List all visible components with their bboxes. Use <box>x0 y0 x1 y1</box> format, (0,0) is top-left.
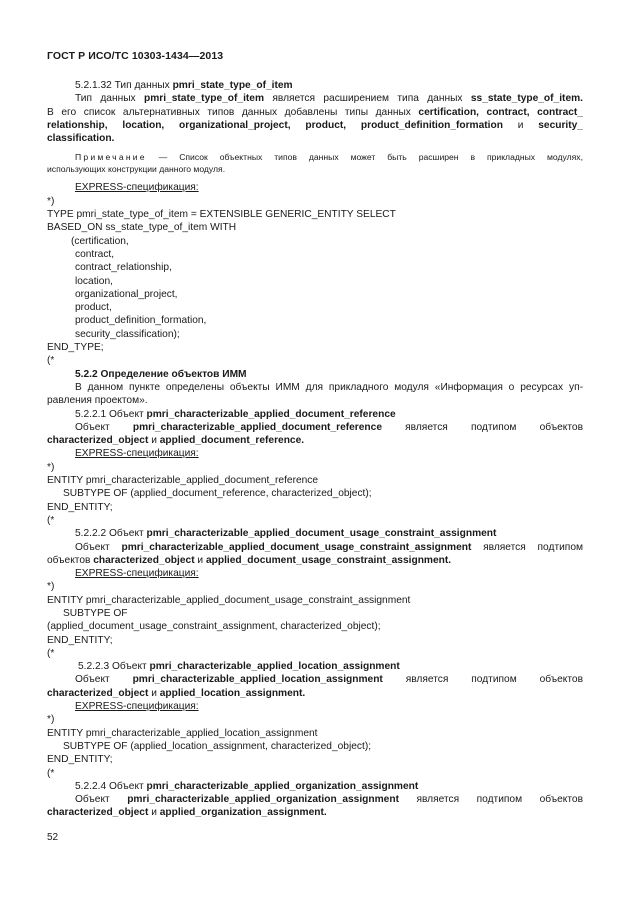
paragraph-line <box>47 434 583 447</box>
code-line: END_ENTITY; <box>47 634 113 646</box>
code-line: security_classification); <box>75 328 180 340</box>
text: Тип данных <box>75 93 144 105</box>
code-line: (* <box>47 355 55 367</box>
note-text: — Список объектных типов данных может быть расширен в прикладных модулях, <box>146 152 583 163</box>
heading-number: 5.2.1.32 Тип данных <box>75 80 173 91</box>
code-line: ENTITY pmri_characterizable_applied_location_assignment <box>47 727 318 739</box>
code-line: END_ENTITY; <box>47 501 113 513</box>
entity-heading <box>47 408 583 421</box>
paragraph-line: равления проектом». <box>47 395 148 407</box>
note-label: Примечание <box>75 152 147 163</box>
paragraph-line: classification. <box>47 133 115 145</box>
heading-name: pmri_state_type_of_item <box>172 80 293 91</box>
term: security_ <box>538 119 583 131</box>
term: applied_document_usage_constraint_assignment. <box>205 554 452 566</box>
code-line: (* <box>47 767 55 779</box>
entity-heading <box>47 527 583 540</box>
entity-heading <box>47 780 583 793</box>
text: является подтипом объектов <box>398 794 583 806</box>
text: и <box>148 807 160 819</box>
term: relationship, location, organizational_project, product, product_definition_formation <box>47 119 503 131</box>
heading-number: 5.2.2.1 Объект <box>75 408 147 420</box>
express-spec-label: EXPRESS-спецификация: <box>75 182 199 194</box>
text: Объект <box>75 421 133 433</box>
term: ss_state_type_of_item. <box>470 93 583 105</box>
text: и <box>148 687 160 699</box>
paragraph-line <box>47 106 583 119</box>
term: applied_document_reference. <box>159 435 305 447</box>
code-line: *) <box>47 714 55 726</box>
code-line: (certification, <box>71 235 129 247</box>
paragraph-line <box>47 92 583 105</box>
term: applied_organization_assignment. <box>159 807 327 819</box>
code-line: SUBTYPE OF (applied_location_assignment, characterized_object); <box>63 740 372 752</box>
section-heading <box>47 79 583 92</box>
code-line: product, <box>75 302 112 314</box>
express-spec-label: EXPRESS-спецификация: <box>75 448 199 460</box>
page-header: ГОСТ Р ИСО/ТС 10303-1434—2013 <box>47 50 224 62</box>
heading-name: pmri_characterizable_applied_location_assignment <box>149 661 400 673</box>
code-line: (* <box>47 514 55 526</box>
paragraph-line <box>47 554 583 567</box>
term: pmri_characterizable_applied_document_usage_constraint_assignment <box>121 541 472 553</box>
term: characterized_object <box>93 554 195 566</box>
text: является расширением типа данных <box>264 93 471 105</box>
section-heading: 5.2.2 Определение объектов ИММ <box>75 368 247 380</box>
term: pmri_characterizable_applied_organization_assignment <box>127 794 399 806</box>
code-line: SUBTYPE OF <box>63 607 128 619</box>
code-line: contract, <box>75 248 115 260</box>
entity-heading <box>47 660 583 673</box>
code-line: (applied_document_usage_constraint_assignment, characterized_object); <box>47 621 381 633</box>
page-number: 52 <box>47 832 59 843</box>
code-line: SUBTYPE OF (applied_document_reference, characterized_object); <box>63 488 372 500</box>
text: Объект <box>75 541 122 553</box>
code-line: *) <box>47 195 55 207</box>
heading-name: pmri_characterizable_applied_document_usage_constraint_assignment <box>146 528 497 540</box>
paragraph-line <box>47 687 583 700</box>
heading-number: 5.2.2.3 Объект <box>78 661 150 673</box>
code-line: BASED_ON ss_state_type_of_item WITH <box>47 222 237 234</box>
text: Объект <box>75 794 128 806</box>
paragraph-line <box>47 421 583 434</box>
text: и <box>194 554 206 566</box>
code-line: organizational_project, <box>75 288 178 300</box>
term: characterized_object <box>47 435 149 447</box>
code-line: (* <box>47 647 55 659</box>
heading-name: pmri_characterizable_applied_document_reference <box>146 408 396 420</box>
code-line: END_TYPE; <box>47 342 104 354</box>
code-line: TYPE pmri_state_type_of_item = EXTENSIBLE GENERIC_ENTITY SELECT <box>47 209 396 221</box>
code-line: contract_relationship, <box>75 262 172 274</box>
paragraph-line <box>47 793 583 806</box>
heading-name: pmri_characterizable_applied_organization_assignment <box>146 780 419 792</box>
paragraph-line <box>47 673 583 686</box>
note-line <box>47 151 583 163</box>
term: pmri_state_type_of_item <box>143 93 265 105</box>
express-spec-label: EXPRESS-спецификация: <box>75 568 199 580</box>
paragraph-line <box>47 541 583 554</box>
text: и <box>148 435 160 447</box>
text: является подтипом объектов <box>382 674 583 686</box>
heading-number: 5.2.2.2 Объект <box>75 528 147 540</box>
code-line: ENTITY pmri_characterizable_applied_document_reference <box>47 475 319 487</box>
text: объектов <box>47 554 94 566</box>
paragraph-line: В данном пункте определены объекты ИММ для прикладного модуля «Информация о ресурсах уп- <box>75 381 583 393</box>
term: pmri_characterizable_applied_document_reference <box>132 421 382 433</box>
text: является подтипом объектов <box>382 421 583 433</box>
text: и <box>502 119 539 131</box>
text: В его список альтернативных типов данных добавлены типы данных <box>47 106 419 118</box>
document-body <box>47 79 583 820</box>
term: characterized_object <box>47 687 149 699</box>
heading-number: 5.2.2.4 Объект <box>75 780 147 792</box>
note-line: использующих конструкции данного модуля. <box>47 164 226 175</box>
code-line: location, <box>75 275 113 287</box>
code-line: *) <box>47 581 55 593</box>
express-spec-label: EXPRESS-спецификация: <box>75 701 199 713</box>
code-line: *) <box>47 461 55 473</box>
term: certification, contract, contract_ <box>418 106 583 118</box>
term: applied_location_assignment. <box>159 687 306 699</box>
term: pmri_characterizable_applied_location_assignment <box>132 674 383 686</box>
code-line: product_definition_formation, <box>75 315 207 327</box>
term: characterized_object <box>47 807 149 819</box>
text: Объект <box>75 674 133 686</box>
code-line: END_ENTITY; <box>47 754 113 766</box>
paragraph-line <box>47 119 583 132</box>
note-block <box>47 151 583 175</box>
paragraph-line <box>47 806 583 819</box>
text: является подтипом <box>471 541 583 553</box>
code-line: ENTITY pmri_characterizable_applied_document_usage_constraint_assignment <box>47 594 411 606</box>
